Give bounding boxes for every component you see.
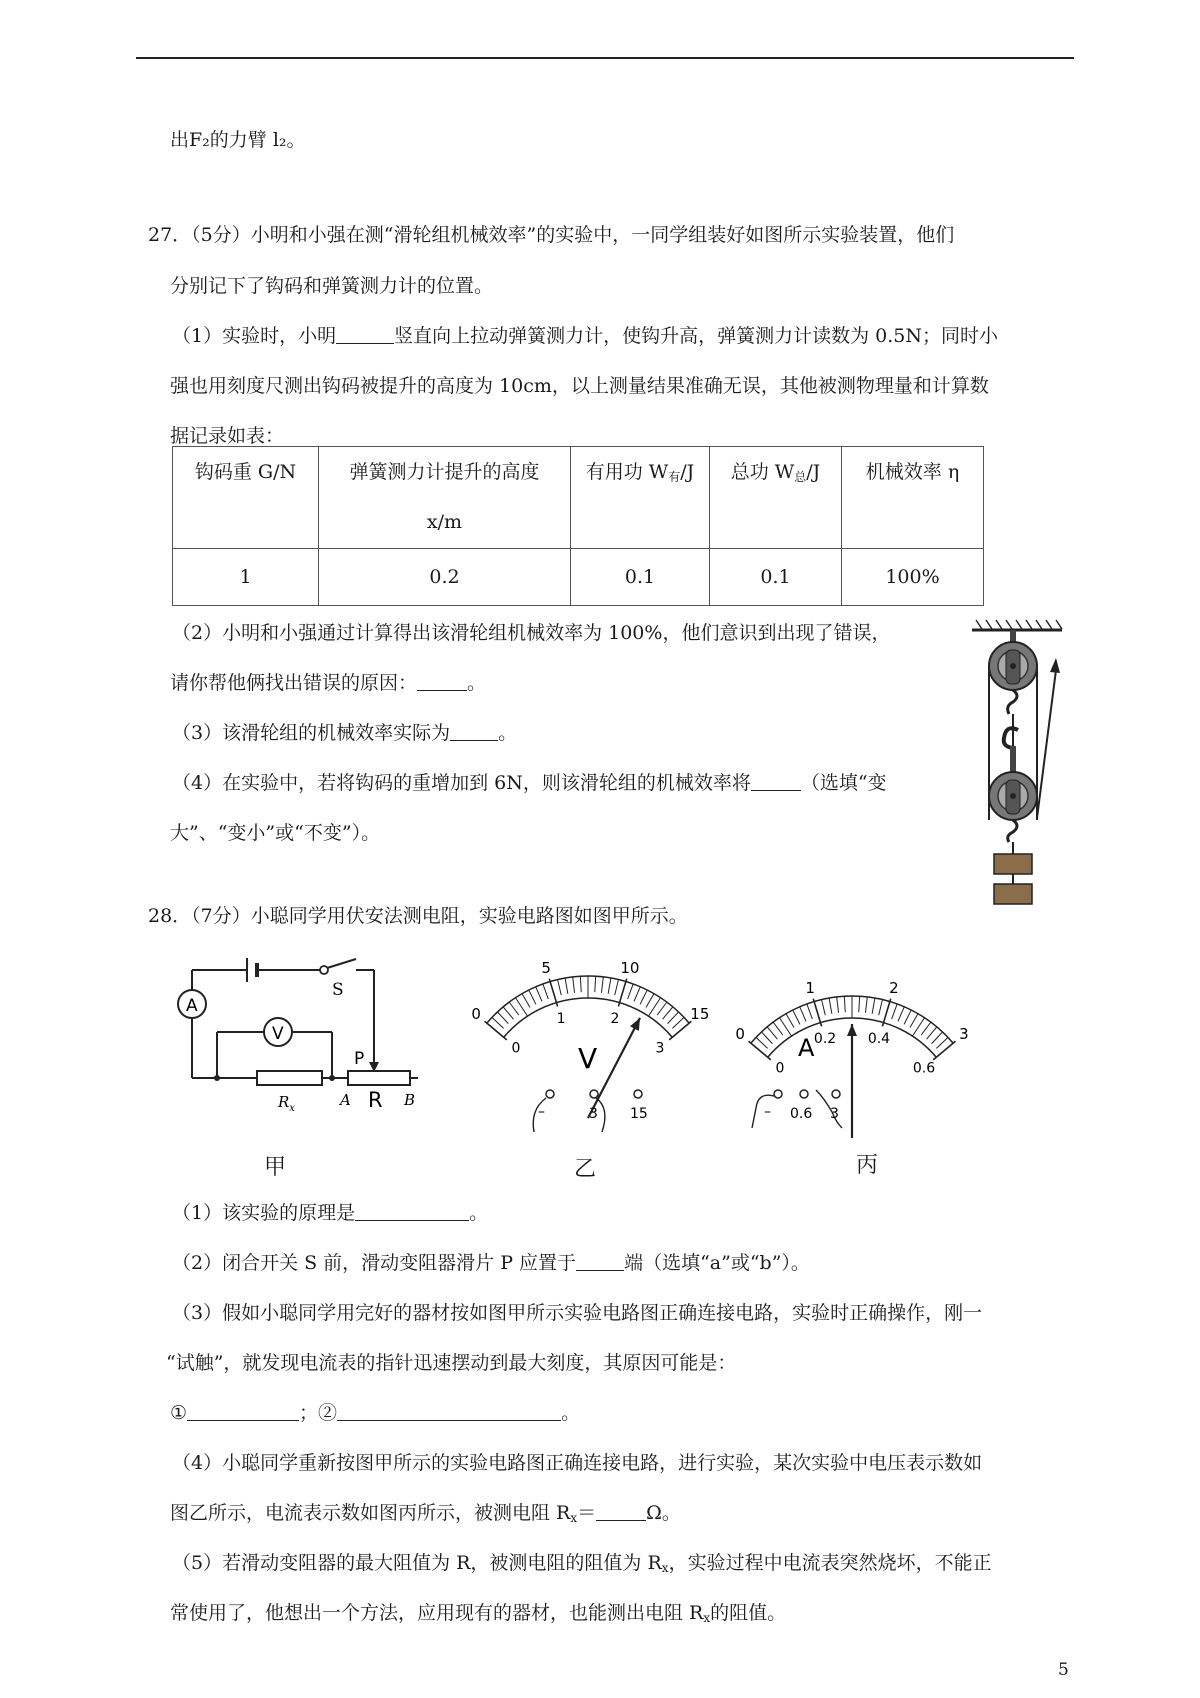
figure-caption-yi: 乙 — [574, 1157, 597, 1182]
a-tick — [761, 1032, 772, 1044]
pulley-figure — [964, 618, 1068, 918]
a-tick — [844, 996, 845, 1012]
answer-blank[interactable] — [355, 1202, 469, 1221]
a-tick — [904, 1010, 911, 1024]
continued-line: 出F₂的力臂 l₂。 — [170, 129, 306, 151]
v-tick — [668, 1012, 679, 1024]
voltmeter-dial — [448, 938, 728, 1134]
terminal-label: 15 — [630, 1106, 648, 1122]
switch-label: S — [332, 980, 344, 1000]
a-tick — [879, 1000, 883, 1016]
ammeter-scale-label: 0 — [775, 1060, 785, 1077]
v-tick — [497, 1012, 508, 1024]
voltmeter-scale-label: 5 — [541, 959, 551, 978]
a-tick — [767, 1027, 777, 1039]
figure-caption-bing: 丙 — [856, 1153, 879, 1178]
table-header-cell: 钩码重 G/N — [173, 447, 319, 549]
a-tick — [749, 1041, 771, 1060]
voltmeter-scale-label: 0 — [471, 1005, 481, 1024]
v-tick — [646, 994, 654, 1008]
v-tick — [580, 976, 581, 992]
table-cell: 0.1 — [571, 549, 710, 606]
table-header-cell: 机械效率 η — [842, 447, 984, 549]
q27-part1-line1 — [172, 323, 998, 349]
a-tick — [756, 1037, 768, 1048]
table-cell: 0.2 — [319, 549, 571, 606]
answer-blank[interactable] — [336, 325, 394, 344]
v-tick — [573, 977, 575, 993]
v-tick — [628, 984, 633, 999]
answer-blank[interactable] — [576, 1252, 624, 1271]
a-tick — [921, 1022, 931, 1035]
q28-part5-line1: （5）若滑动变阻器的最大阻值为 R，被测电阻的阻值为 $R_x$，实验过程中电流表突然烧坏，不能正 — [172, 1552, 992, 1575]
q28-part2: （2）闭合开关 S 前，滑动变阻器滑片 P 应置于 端（选填“a”或“b”）。 — [172, 1252, 810, 1274]
a-tick — [936, 1037, 948, 1048]
v-tick — [663, 1007, 673, 1019]
a-tick — [882, 999, 890, 1027]
voltmeter-scale-label: 0 — [511, 1040, 521, 1057]
figure-caption-jia: 甲 — [264, 1155, 287, 1180]
q27-header-2: 分别记下了钩码和弹簧测力计的位置。 — [170, 275, 494, 297]
q28-part3-line2: “试触”，就发现电流表的指针迅速摆动到最大刻度，其原因可能是： — [166, 1352, 737, 1374]
ammeter-letter: A — [798, 1034, 815, 1062]
table-header-cell: 总功 $W_总/J$ — [710, 447, 842, 549]
q27-part4-line2: 大”、“变小”或“不变”）。 — [170, 822, 381, 844]
a-tick — [800, 1007, 806, 1022]
v-tick — [640, 990, 647, 1004]
v-tick — [657, 1002, 667, 1015]
v-tick — [492, 1017, 504, 1028]
v-tick — [601, 977, 603, 993]
a-tick — [932, 1032, 943, 1044]
answer-blank[interactable] — [751, 772, 801, 791]
q27-part2-line2: 请你帮他俩找出错误的原因： 。 — [170, 672, 487, 694]
terminal-label: – — [538, 1104, 545, 1120]
table-header-row — [173, 447, 984, 549]
ammeter-scale-label: 1 — [805, 979, 815, 998]
q27-part1-line2: 强也用刻度尺测出钩码被提升的高度为 10cm，以上测量结果准确无误，其他被测物理量和计算数 — [170, 375, 989, 397]
a-tick — [829, 998, 832, 1014]
a-tick — [892, 1004, 897, 1019]
q27-part4-line1: （4）在实验中，若将钩码的重增加到 6N，则该滑轮组的机械效率将 （选填“变 — [172, 772, 887, 794]
q27-header: 27．（5分）小明和小强在测“滑轮组机械效率”的实验中，一同学组装好如图所示实验装置，他们 — [148, 224, 955, 246]
v-tick — [595, 976, 596, 992]
answer-blank[interactable] — [337, 1402, 561, 1421]
answer-blank[interactable] — [417, 672, 467, 691]
q28-part4-line1: （4）小聪同学重新按图甲所示的实验电路图正确连接电路，进行实验，某次实验中电压表示数如 — [172, 1452, 983, 1474]
q28-part1: （1）该实验的原理是 。 — [172, 1202, 489, 1224]
voltmeter-scale-label: 15 — [690, 1005, 710, 1024]
q27-part1-text-b: 竖直向上拉动弹簧测力计，使钩升高，弹簧测力计读数为 0.5N；同时小 — [394, 325, 998, 347]
terminal-label: 0.6 — [790, 1106, 813, 1122]
q28-part5-line2: 常使用了，他想出一个方法，应用现有的器材，也能测出电阻 $R_x$的阻值。 — [170, 1602, 787, 1625]
ammeter-scale-label: 3 — [959, 1025, 969, 1044]
a-tick — [910, 1014, 918, 1028]
a-tick — [859, 996, 860, 1012]
v-tick — [543, 984, 548, 999]
v-tick — [608, 978, 611, 994]
answer-blank[interactable] — [450, 722, 498, 741]
a-tick — [773, 1022, 783, 1035]
answer-blank[interactable] — [187, 1402, 299, 1421]
v-tick — [503, 1007, 513, 1019]
ammeter-scale-label: 2 — [889, 979, 899, 998]
header-rule — [136, 57, 1074, 59]
table-header-cell: 弹簧测力计提升的高度 x/m — [319, 447, 571, 549]
v-tick — [669, 1021, 691, 1040]
terminal-label: 3 — [830, 1106, 839, 1122]
answer-blank[interactable] — [596, 1502, 646, 1521]
v-tick — [565, 978, 568, 994]
a-tick — [822, 1000, 826, 1016]
results-table — [172, 446, 984, 606]
q28-part4-line2: 图乙所示，电流表示数如图丙所示，被测电阻 $R_x= \Omega$。 — [170, 1502, 681, 1525]
q28-part3-line1: （3）假如小聪同学用完好的器材按如图甲所示实验电路图正确连接电路，实验时正确操作，刚一 — [172, 1302, 983, 1324]
v-tick — [509, 1002, 519, 1015]
v-tick — [558, 980, 562, 996]
end-b-label: B — [404, 1091, 416, 1109]
v-tick — [485, 1021, 507, 1040]
v-tick — [615, 980, 619, 996]
terminal-label: – — [764, 1104, 771, 1120]
v-tick — [634, 987, 640, 1002]
a-tick — [813, 999, 821, 1027]
a-tick — [807, 1004, 812, 1019]
table-header-cell: 有用功 $W_有/J$ — [571, 447, 710, 549]
v-tick — [522, 994, 530, 1008]
v-inner-arc — [504, 998, 673, 1037]
v-tick — [536, 987, 542, 1002]
slider-label: P — [354, 1049, 365, 1069]
v-tick — [672, 1017, 684, 1028]
ammeter-scale-label: 0.2 — [813, 1030, 837, 1047]
voltmeter-scale-label: 2 — [610, 1010, 620, 1027]
voltmeter-symbol-label: V — [272, 1024, 284, 1044]
a-tick — [872, 998, 875, 1014]
rx-label: $R_x$ — [278, 1093, 295, 1114]
voltmeter-letter: V — [578, 1042, 598, 1075]
page-number: 5 — [1058, 1660, 1069, 1680]
voltmeter-scale-label: 3 — [655, 1040, 665, 1057]
a-tick — [793, 1010, 800, 1024]
circuit-diagram — [172, 950, 422, 1115]
v-tick — [618, 979, 626, 1007]
table-cell: 0.1 — [710, 549, 842, 606]
table-row — [173, 549, 984, 606]
a-tick — [865, 997, 867, 1013]
q27-part1-text-a: （1）实验时，小明 — [172, 325, 337, 347]
v-tick — [529, 990, 536, 1004]
q27-part3: （3）该滑轮组的机械效率实际为 。 — [172, 722, 518, 744]
a-tick — [837, 997, 839, 1013]
q27-part2-line1: （2）小明和小强通过计算得出该滑轮组机械效率为 100%，他们意识到出现了错误， — [172, 622, 891, 644]
voltmeter-scale-label: 1 — [556, 1010, 566, 1027]
ammeter-scale-label: 0.6 — [912, 1060, 936, 1077]
v-tick — [549, 979, 557, 1007]
table-cell: 1 — [173, 549, 319, 606]
a-tick — [927, 1027, 937, 1039]
q28-header: 28．（7分）小聪同学用伏安法测电阻，实验电路图如图甲所示。 — [148, 905, 688, 927]
ammeter-needle-tip — [847, 1024, 857, 1036]
a-tick — [933, 1041, 955, 1060]
a-tick — [898, 1007, 904, 1022]
rheostat-label: R — [368, 1088, 383, 1112]
ammeter-dial — [735, 938, 996, 1134]
end-a-label: A — [340, 1091, 351, 1109]
ammeter-scale-label: 0 — [735, 1025, 745, 1044]
q27-part1-line3: 据记录如表： — [170, 425, 285, 447]
a-tick — [786, 1014, 794, 1028]
ammeter-scale-label: 0.4 — [867, 1030, 891, 1047]
voltmeter-scale-label: 10 — [620, 959, 640, 978]
table-cell: 100% — [842, 549, 984, 606]
terminal-label: 3 — [589, 1106, 598, 1122]
ammeter-symbol-label: A — [186, 996, 198, 1016]
q28-part3-line3: ① ；② 。 — [170, 1402, 581, 1424]
